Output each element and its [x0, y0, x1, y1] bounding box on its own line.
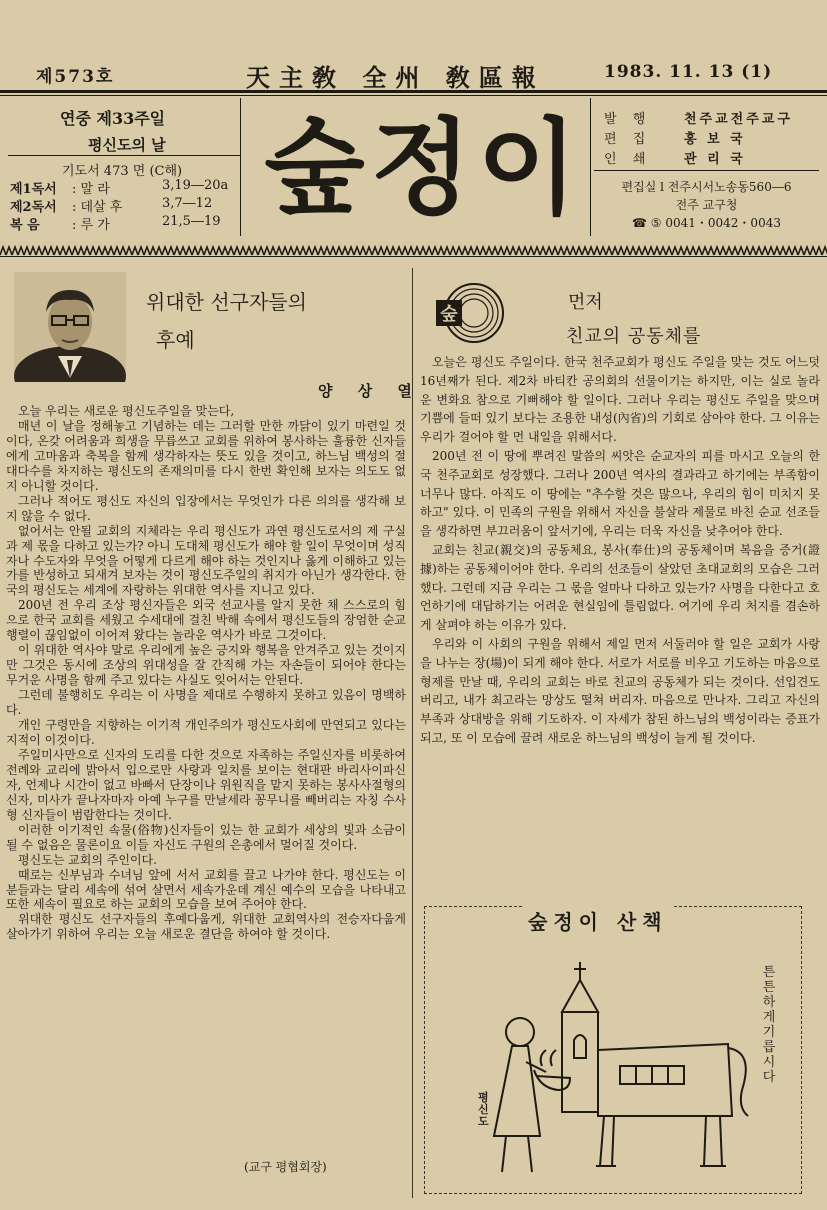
- caption-char: 튼: [762, 980, 776, 995]
- caption-char: 게: [762, 1010, 776, 1025]
- reading-label: 제1독서: [10, 182, 57, 197]
- masthead-title-text: 숲정이: [264, 108, 584, 218]
- caption-char: 다: [762, 1070, 776, 1085]
- paragraph: 개인 구령만을 지향하는 이기적 개인주의가 평신도사회에 만연되고 있다는 지적이 이것이다.: [6, 718, 406, 747]
- caption-char: 릅: [762, 1040, 776, 1055]
- paragraph: 주일미사만으로 신자의 도리를 다한 것으로 자족하는 주일신자를 비롯하여 전례와 교리에 밝아서 입으로만 사랑과 일치를 보이는 현대판 바리사이파신자, 언제나 시간이 없고 바빠서 단장이나 위원직을 맡지 못하는 봉사사절형의 신자, 미사가 끝나자마자 아예 누구를 만날세라 꽁무니를 빼버리는 자칭 수사형 신자들이 범람한다는 것이다.: [6, 747, 406, 822]
- publisher-box: [594, 102, 819, 237]
- liturgy-box: [8, 98, 238, 236]
- paragraph: 200년 전 이 땅에 뿌려진 말씀의 씨앗은 순교자의 피를 마시고 오늘의 한국 천주교회로 성장했다. 그러나 200년 역사의 결과라고 하기에는 부족함이 너무나 많다. 아직도 이 땅에는 "추수할 것은 많으나, 우리의 힘이 미치지 못하고" 있다. 이 민족의 구원을 위해서 자신을 불살라 제물로 바친 순교 선조들을 생각하면 부끄러움이 앞서기에, 우리는 더욱 자신을 낮추어야 한다.: [420, 448, 820, 539]
- church-horse-cartoon: [436, 940, 766, 1190]
- top-bar: [0, 52, 827, 92]
- author-name: 양 상 열: [318, 382, 422, 400]
- caption-char: 시: [762, 1055, 776, 1070]
- issue-date: 1983. 11. 13 (1): [604, 62, 773, 82]
- paragraph: 위대한 평신도 선구자들의 후예다웁게, 위대한 교회역사의 전승자다웁게 살아가기 위하여 우리는 오늘 새로운 결단을 하여야 할 것이다.: [6, 912, 406, 942]
- liturgy-sunday: 연중 제33주일: [60, 109, 166, 128]
- paragraph: 200년 전 우리 조상 평신자들은 외국 선교사를 알지 못한 채 스스로의 힘으로 한국 교회를 세웠고 수세대에 걸친 박해 속에서 평신도들의 장엄한 순교행렬이 끊임없이 이어져 왔다는 놀라운 역사가 바로 그것이다.: [6, 598, 406, 643]
- publisher-key: 발 행: [604, 112, 652, 127]
- liturgy-day-name: 평신도의 날: [88, 136, 166, 154]
- publisher-value: 홍 보 국: [684, 132, 746, 147]
- header-rule-thin: [0, 95, 827, 96]
- issue-number: 제573호: [36, 67, 115, 87]
- figure-char: 평: [478, 1091, 489, 1104]
- author-portrait: [14, 272, 126, 382]
- caption-char: 하: [762, 995, 776, 1010]
- logo-character: 숲: [440, 304, 458, 325]
- paragraph: 이러한 이기적인 속물(俗物)신자들이 있는 한 교회가 세상의 빛과 소금이 될 수 없음은 물론이요 이들 자신도 구원의 은총에서 멀어질 것이다.: [6, 822, 406, 852]
- left-article-body: [6, 404, 406, 942]
- paragraph: 교회는 친교(親交)의 공동체요, 봉사(奉仕)의 공동체이며 복음을 증거(證據)하는 공동체이어야 한다. 우리의 선조들이 살았던 초대교회의 모습은 그러했다. 그런데 지금 우리는 그 몫을 얼마나 다하고 있는가? 사명을 다한다고 호언하기에 대답하기는 어려운 현실임에 틀림없다. 여기에 우리 처지를 겸손하게 살펴야 하는 이유가 있다.: [420, 542, 820, 633]
- publisher-value: 천주교전주교구: [684, 112, 793, 127]
- decorative-border: [0, 244, 827, 258]
- divider: [240, 98, 241, 236]
- publisher-key: 인 쇄: [604, 152, 652, 167]
- right-headline-2: 친교의 공동체를: [566, 326, 702, 347]
- paragraph: 이 위대한 역사야 말로 우리에게 높은 긍지와 행복을 안겨주고 있는 것이지만 그것은 동시에 조상의 위대성을 잘 간직해 가는 자손들이 되어야 한다는 무거운 사명을 함께 주고 있다는 사실도 잊어서는 안된다.: [6, 643, 406, 688]
- caption-char: 튼: [762, 965, 776, 980]
- paragraph: 때로는 신부님과 수녀님 앞에 서서 교회를 끌고 나가야 한다. 평신도는 이분들과는 달리 세속에 섞여 살면서 세속가운데 계신 예수의 모습을 나타내고 또한 세속이 필요로 하는 교회의 모습을 보여 주어야 한다.: [6, 867, 406, 912]
- divider: [594, 170, 819, 171]
- reading-ref: 3,7―12: [162, 196, 213, 211]
- left-headline: 위대한 선구자들의: [146, 290, 307, 314]
- paragraph: 매년 이 날을 정해놓고 기념하는 데는 그러할 만한 까닭이 있기 마련일 것이다, 온갖 어려움과 희생을 무릅쓰고 교회를 위하여 봉사하는 훌륭한 신자들에게 고마움과 축복을 함께 생각하자는 뜻도 있을 것이고, 하느님 백성의 절대다수를 차지하는 평신도의 존재의미를 다시 한번 확인해 보자는 의도도 없지 아니할 것이다.: [6, 418, 406, 493]
- right-article-body: [420, 353, 820, 748]
- newspaper-name: 天主敎 全州 敎區報: [246, 63, 545, 92]
- masthead-title: [264, 108, 584, 218]
- paragraph: 오늘은 평신도 주일이다. 한국 천주교회가 평신도 주일을 맞는 것도 어느덧 16년째가 된다. 제2차 바티칸 공의회의 선물이기는 하지만, 이는 실로 놀라운 변화요 참으로 기뻐해야 할 일이다. 그러나 우리는 평신도 주일을 맞으며 기쁨에 들떠 있기 보다는 조용한 내성(內省)의 기회로 삼아야 한다. 그 이유는 우리가 걸어야 할 먼 내일을 위해서다.: [420, 355, 820, 445]
- reading-ref: 21,5―19: [162, 214, 221, 229]
- publisher-value: 관 리 국: [684, 152, 746, 167]
- reading-book: : 말 라: [72, 182, 110, 197]
- column-logo: [428, 282, 524, 344]
- paragraph: 그러나 적어도 평신도 자신의 입장에서는 무엇인가 다른 의의를 생각해 보지 않을 수 없다.: [6, 493, 406, 523]
- author-signature: (교구 평협회장): [244, 1160, 327, 1174]
- publisher-phone: ☎ ⑤ 0041・0042・0043: [632, 216, 781, 230]
- header-rule: [0, 90, 827, 93]
- paragraph: 그런데 불행히도 우리는 이 사명을 제대로 수행하지 못하고 있음이 명백하다.: [6, 688, 406, 718]
- reading-ref: 3,19―20a: [162, 178, 229, 193]
- reading-book: : 데살 후: [72, 200, 123, 215]
- reading-label: 복 음: [10, 218, 40, 233]
- reading-label: 제2독서: [10, 200, 57, 215]
- figure-label: [478, 1092, 494, 1128]
- figure-char: 도: [478, 1115, 489, 1128]
- figure-char: 신: [478, 1103, 489, 1116]
- liturgy-prayer: 기도서 473 면 (C해): [62, 164, 183, 179]
- cartoon-caption: [760, 965, 778, 1085]
- divider: [8, 155, 240, 156]
- publisher-address: 편집실 l 전주시서노송동560―6: [621, 180, 792, 194]
- paragraph: 없어서는 안될 교회의 지체라는 우리 평신도가 과연 평신도로서의 제 구실과 제 몫을 다하고 있는가? 아니 도대체 평신도가 해야 할 일이 무엇이며 성직자나 수도자와 무엇을 어떻게 다르게 해야 하는 것인지나 옳게 이해하고 있는가를 반성하고 되새겨 보자는 것이 평신도주일의 취지가 아닌가 생각한다. 한국의 평신도는 세계에 자랑하는 위대한 역사를 지니고 있다.: [6, 523, 406, 598]
- right-headline: 먼저: [568, 292, 603, 313]
- column-rule: [412, 268, 413, 1198]
- publisher-address-2: 전주 교구청: [675, 198, 738, 212]
- publisher-key: 편 집: [604, 132, 652, 147]
- divider: [590, 98, 591, 236]
- left-headline-2: 후예: [156, 328, 195, 352]
- paragraph: 평신도는 교회의 주인이다.: [18, 852, 157, 867]
- reading-book: : 루 가: [72, 218, 110, 233]
- cartoon-title: 숲정이 산책: [522, 906, 674, 935]
- caption-char: 기: [762, 1025, 776, 1040]
- paragraph: 우리와 이 사회의 구원을 위해서 제일 먼저 서둘러야 할 일은 교회가 사랑을 나누는 장(場)이 되게 해야 한다. 서로가 서로를 비우고 기도하는 마음으로 형제를 만날 때, 우리의 교회는 바로 친교의 공동체가 되는 것이다. 선입견도 버리고, 내가 최고라는 망상도 떨쳐 버리자. 마음으로 만나자. 그리고 자신의 부족과 상대방을 위해 기도하자. 이 자세가 참된 하느님의 백성이라는 증표가 되고, 또 이 모습에 끌려 새로운 하느님의 백성이 늘게 될 것이다.: [420, 636, 820, 745]
- paragraph: 오늘 우리는 새로운 평신도주일을 맞는다,: [18, 404, 235, 418]
